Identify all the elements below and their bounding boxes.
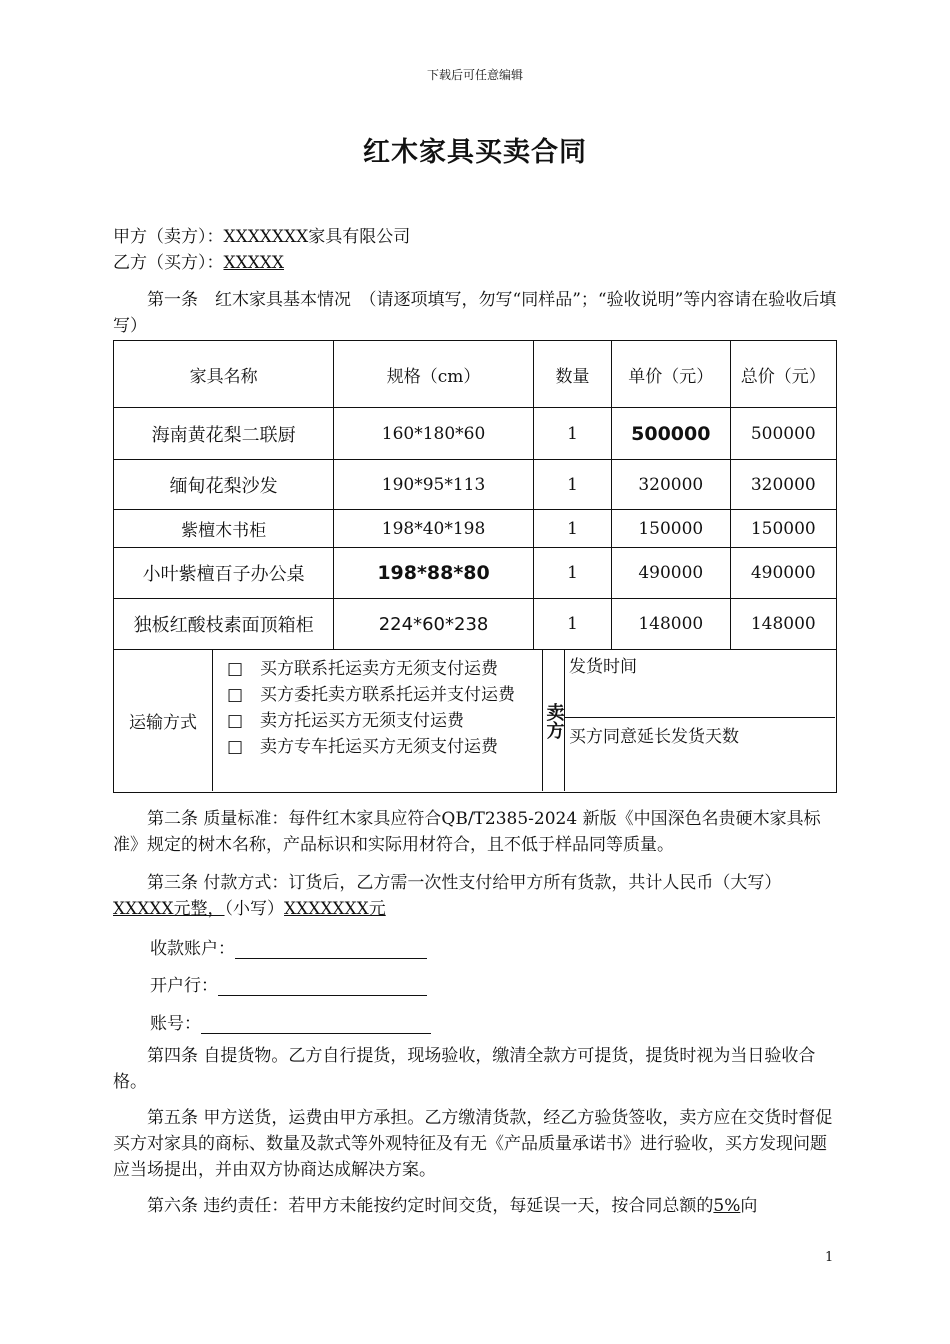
- item-spec: 160*180*60: [334, 408, 534, 460]
- item-unit-price: 500000: [612, 408, 730, 460]
- number-row: [150, 1009, 431, 1034]
- item-name: 缅甸花梨沙发: [114, 460, 334, 510]
- item-qty: 1: [533, 408, 611, 460]
- item-total-price: 490000: [730, 548, 836, 599]
- bank-row: [150, 971, 427, 996]
- extend-days-label: 买方同意延长发货天数: [569, 727, 739, 747]
- header-note: 下载后可任意编辑: [426, 68, 523, 82]
- party-b-label: 乙方（买方）：: [113, 253, 224, 273]
- amount-lower: XXXXXXX元: [284, 899, 386, 919]
- bank-label: 开户行：: [150, 976, 218, 996]
- item-qty: 1: [533, 599, 611, 650]
- delivery-time-cell: [565, 650, 835, 718]
- item-spec: 190*95*113: [334, 460, 534, 510]
- item-total-price: 150000: [730, 510, 836, 548]
- item-name: 海南黄花梨二联厨: [114, 408, 334, 460]
- bank-field[interactable]: [218, 977, 427, 996]
- number-field[interactable]: [201, 1015, 431, 1034]
- shipping-label-cell: [114, 650, 213, 791]
- item-spec: 198*88*80: [334, 548, 534, 599]
- amount-upper: XXXXX元整，: [113, 899, 225, 919]
- party-b-line: [113, 250, 284, 276]
- shipping-label: 运输方式: [129, 713, 197, 733]
- shipping-option-4[interactable]: □ 卖方专车托运买方无须支付运费: [227, 737, 499, 757]
- item-name: 紫檀木书柜: [114, 510, 334, 548]
- article-3-text: 第三条 付款方式：订货后，乙方需一次性支付给甲方所有货款，共计人民币（大写）: [147, 873, 782, 893]
- shipping-option-3[interactable]: □ 卖方托运买方无须支付运费: [227, 711, 465, 731]
- furniture-table: [113, 340, 837, 650]
- account-field[interactable]: [235, 940, 427, 959]
- amount-mid: （小写）: [224, 899, 285, 919]
- header-name: 家具名称: [114, 341, 334, 408]
- table-row: [114, 408, 837, 460]
- item-total-price: 500000: [730, 408, 836, 460]
- article-2: 第二条 质量标准：每件红木家具应符合QB/T2385-2024 新版《中国深色名贵硬木家具标准》规定的树木名称，产品标识和实际用材符合，且不低于样品同等质量。: [113, 809, 821, 855]
- article-6-end: 向: [740, 1196, 758, 1216]
- item-unit-price: 148000: [612, 599, 730, 650]
- header-total-price: 总价（元）: [730, 341, 836, 408]
- item-qty: 1: [533, 548, 611, 599]
- party-a-label: 甲方（卖方）：: [113, 227, 224, 247]
- table-row: [114, 510, 837, 548]
- table-header-row: [114, 341, 837, 408]
- article-3: [113, 870, 837, 922]
- article-4: 第四条 自提货物。乙方自行提货，现场验收，缴清全款方可提货，提货时视为当日验收合格。: [113, 1046, 816, 1092]
- shipping-section: [113, 650, 837, 793]
- account-label: 收款账户：: [150, 939, 235, 959]
- item-qty: 1: [533, 460, 611, 510]
- extend-days-cell: [565, 718, 835, 747]
- delivery-time-label: 发货时间: [569, 657, 637, 677]
- party-b-value: XXXXX: [223, 253, 285, 273]
- penalty-rate: 5%: [713, 1196, 741, 1216]
- header-spec: 规格（cm）: [334, 341, 534, 408]
- header-qty: 数量: [533, 341, 611, 408]
- seller-terms: [565, 650, 835, 791]
- shipping-option-1[interactable]: □ 买方联系托运卖方无须支付运费: [227, 659, 499, 679]
- party-a-line: [113, 224, 410, 250]
- item-name: 独板红酸枝素面顶箱柜: [114, 599, 334, 650]
- table-row: [114, 548, 837, 599]
- item-name: 小叶紫檀百子办公桌: [114, 548, 334, 599]
- contract-title: 红木家具买卖合同: [363, 137, 587, 168]
- shipping-options: [213, 650, 543, 791]
- item-spec: 198*40*198: [334, 510, 534, 548]
- article-1: 第一条 红木家具基本情况 （请逐项填写，勿写“同样品”；“验收说明”等内容请在验收后填写）: [113, 290, 837, 336]
- account-row: [150, 934, 427, 959]
- item-qty: 1: [533, 510, 611, 548]
- number-label: 账号：: [150, 1014, 201, 1034]
- item-total-price: 148000: [730, 599, 836, 650]
- header-unit-price: 单价（元）: [612, 341, 730, 408]
- shipping-option-2[interactable]: □ 买方委托卖方联系托运并支付运费: [227, 685, 516, 705]
- table-row: [114, 460, 837, 510]
- item-total-price: 320000: [730, 460, 836, 510]
- table-row: [114, 599, 837, 650]
- item-spec: 224*60*238: [334, 599, 534, 650]
- item-unit-price: 490000: [612, 548, 730, 599]
- seller-label: 卖方: [543, 650, 565, 791]
- item-unit-price: 150000: [612, 510, 730, 548]
- article-6-text: 第六条 违约责任：若甲方未能按约定时间交货，每延误一天，按合同总额的: [147, 1196, 714, 1216]
- page-number: 1: [825, 1250, 834, 1265]
- article-6: [113, 1193, 837, 1219]
- item-unit-price: 320000: [612, 460, 730, 510]
- party-a-value: XXXXXXX家具有限公司: [223, 227, 411, 247]
- article-5: 第五条 甲方送货，运费由甲方承担。乙方缴清货款，经乙方验货签收，卖方应在交货时督促买方对家具的商标、数量及款式等外观特征及有无《产品质量承诺书》进行验收，买方发现问题应当场提出，并由双方协商达成解决方案。: [113, 1108, 833, 1180]
